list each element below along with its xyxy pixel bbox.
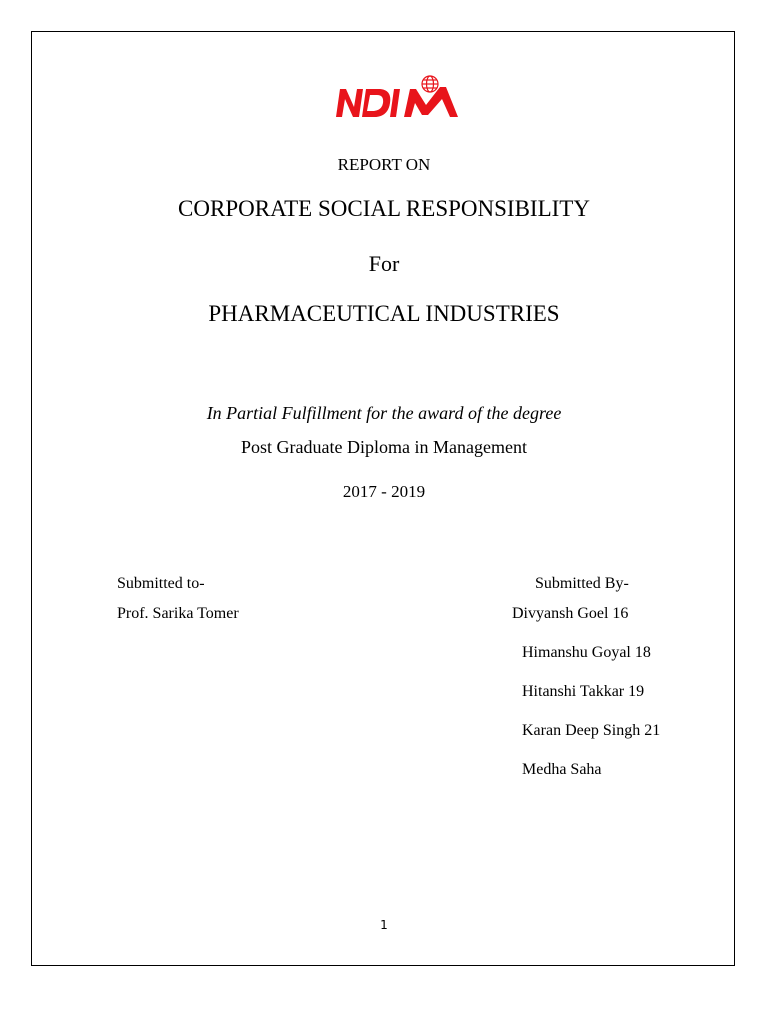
degree-name: Post Graduate Diploma in Management <box>241 437 527 457</box>
submitted-to-name: Prof. Sarika Tomer <box>117 605 239 622</box>
member-name: Himanshu Goyal 18 <box>522 644 651 661</box>
report-for: For <box>368 251 400 276</box>
globe-icon <box>422 76 438 92</box>
academic-years: 2017 - 2019 <box>342 482 426 501</box>
member-name: Karan Deep Singh 21 <box>522 722 661 739</box>
report-industry: PHARMACEUTICAL INDUSTRIES <box>208 301 560 326</box>
ndim-logo <box>334 73 460 121</box>
report-title: CORPORATE SOCIAL RESPONSIBILITY <box>178 196 590 221</box>
submitted-by-label: Submitted By- <box>535 575 629 592</box>
fulfillment-text: In Partial Fulfillment for the award of the degree <box>206 403 562 423</box>
submitted-to-label: Submitted to- <box>117 575 205 592</box>
member-name: Medha Saha <box>522 761 602 778</box>
ndim-logo-graphic <box>334 73 460 121</box>
member-name: Divyansh Goel 16 <box>512 605 629 622</box>
report-heading: REPORT ON <box>337 155 431 174</box>
page-number: 1 <box>380 918 388 932</box>
member-name: Hitanshi Takkar 19 <box>522 683 645 700</box>
